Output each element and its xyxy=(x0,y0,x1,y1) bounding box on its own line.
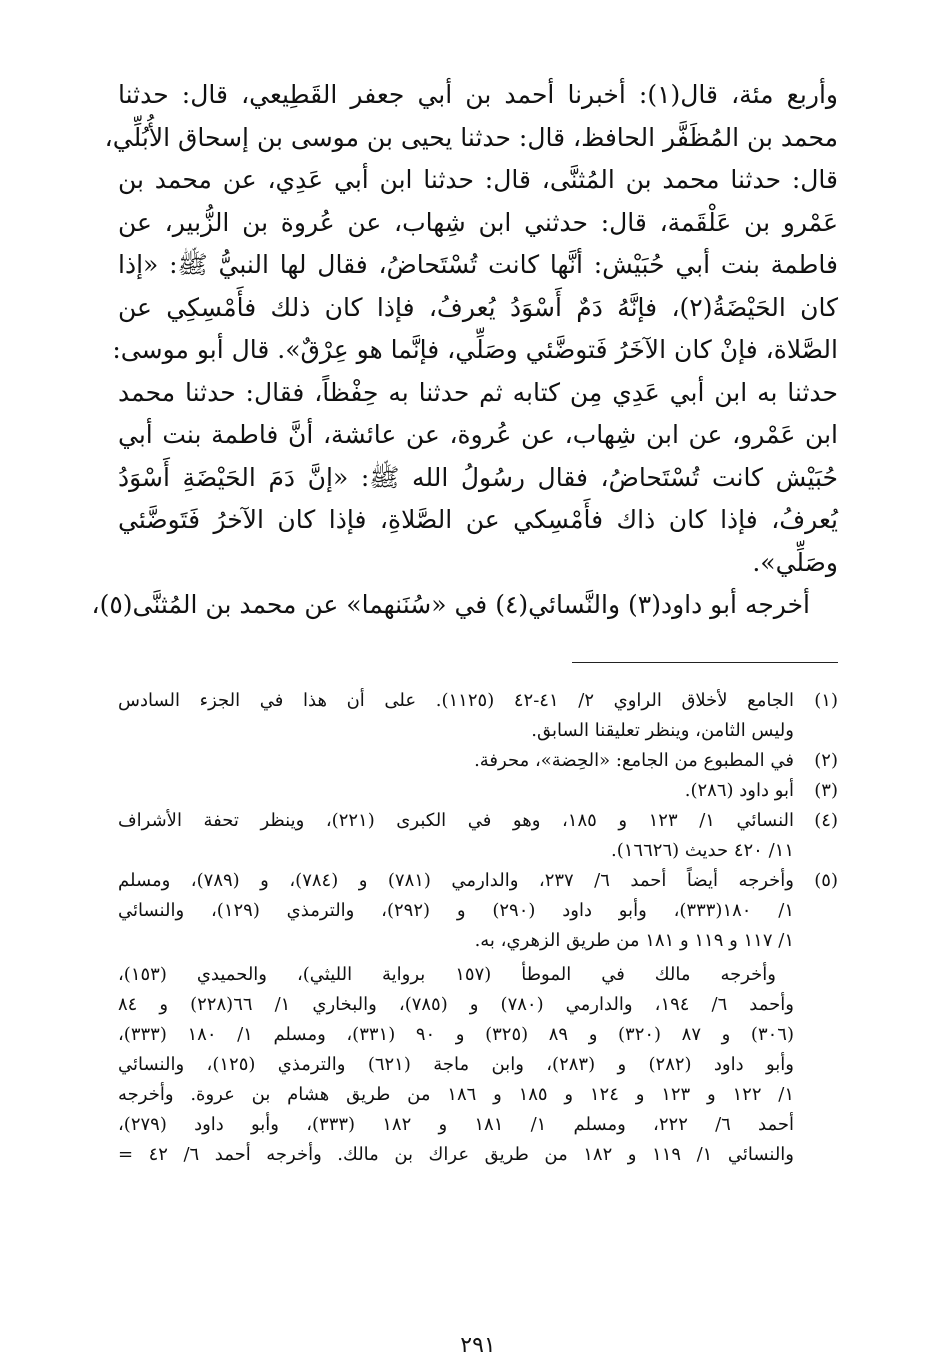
footnote-line: في المطبوع من الجامع: «الحِضة»، محرفة. xyxy=(474,750,794,771)
footnote-divider xyxy=(572,662,838,663)
page-number: ٢٩١ xyxy=(460,1333,496,1358)
footnote xyxy=(118,806,838,866)
main-text-line: حدثنا به ابن أبي عَدِي مِن كتابه ثم حدثنا به حِفْظاً، فقال: حدثنا محمد xyxy=(118,377,838,407)
footnote xyxy=(118,686,838,746)
footnote-body xyxy=(118,686,794,746)
footnote xyxy=(118,776,838,806)
footnote xyxy=(118,746,838,776)
main-text-line: الصَّلاة، فإنْ كان الآخَرُ فَتوضَّئي وصَلِّي، فإنَّما هو عِرْقٌ». قال أبو موسى: xyxy=(112,335,838,364)
main-text-line: عَمْرو بن عَلْقَمة، قال: حدثني ابن شِهاب، عن عُروة بن الزُّبير، عن xyxy=(118,207,838,237)
footnotes-block xyxy=(118,686,838,1170)
footnote-line: ١/ ١١٧ و ١١٩ و ١٨١ من طريق الزهري، به. xyxy=(474,930,794,951)
footnote-line: وليس الثامن، وينظر تعليقنا السابق. xyxy=(531,720,794,741)
footnote-body xyxy=(118,806,794,866)
footnote-line: أحمد ٦/ ٢٢٢، ومسلم ١/ ١٨١ و ١٨٢ (٣٣٣)، وأبو داود (٢٧٩)، xyxy=(118,1114,794,1135)
main-text-line: ابن عَمْرو، عن ابن شِهاب، عن عُروة، عن عائشة، أنَّ فاطمة بنت أبي xyxy=(118,420,838,449)
footnote-line: وأبو داود (٢٨٢) و (٢٨٣)، وابن ماجة (٦٢١) والترمذي (١٢٥)، والنسائي xyxy=(118,1054,794,1075)
footnote-line: ١١/ ٤٢٠ حديث (١٦٦٢٦). xyxy=(611,840,794,861)
main-text-line: فاطمة بنت أبي حُبَيْش: أنَّها كانت تُسْتَحاضُ، فقال لها النبيُّ ﷺ: «إذا xyxy=(118,250,838,279)
footnote-line: أبو داود (٢٨٦). xyxy=(684,780,794,801)
main-text-line: وصَلِّي». xyxy=(752,547,838,577)
footnote-number: (٢) xyxy=(814,750,838,771)
footnote-line: النسائي ١/ ١٢٣ و ١٨٥، وهو في الكبرى (٢٢١)، وينظر تحفة الأشراف xyxy=(118,810,795,831)
footnote-line: (٣٠٦) و ٨٧ (٣٢٠) و ٨٩ (٣٢٥) و ٩٠ (٣٣١)، ومسلم ١/ ١٨٠ (٣٣٣)، xyxy=(118,1024,794,1045)
footnote-body xyxy=(118,866,794,956)
footnote-line: وأحمد ٦/ ١٩٤، والدارمي (٧٨٠) و (٧٨٥)، والبخاري ١/ ٦٦(٢٢٨) و ٨٤ xyxy=(118,994,794,1015)
main-text-line: أخرجه أبو داود(٣) والنَّسائي(٤) في «سُنَنهما» عن محمد بن المُثنَّى(٥)، xyxy=(91,590,810,619)
footnote-number: (٣) xyxy=(814,780,838,801)
footnote-body xyxy=(118,746,794,776)
book-page xyxy=(91,74,838,1358)
footnote-line: ١/ ١٨٠(٣٣٣)، وأبو داود (٢٩٠) و (٢٩٢)، والترمذي (١٢٩)، والنسائي xyxy=(118,900,795,921)
footnote-line: وأخرجه أيضاً أحمد ٦/ ٢٣٧، والدارمي (٧٨١) و (٧٨٤)، و (٧٨٩)، ومسلم xyxy=(118,870,794,891)
footnote-number: (٥) xyxy=(814,870,838,891)
main-text-line: محمد بن المُظَفَّر الحافظ، قال: حدثنا يحيى بن موسى بن إسحاق الأُبُلِّي، xyxy=(104,122,838,152)
footnote-line: والنسائي ١/ ١١٩ و ١٨٢ من طريق عراك بن مالك. وأخرجه أحمد ٦/ ٤٢ = xyxy=(118,1144,794,1165)
footnote-line: ١/ ١٢٢ و ١٢٣ و ١٢٤ و ١٨٥ و ١٨٦ من طريق هشام بن عروة. وأخرجه xyxy=(118,1084,795,1105)
main-text-line: كان الحَيْضَةُ(٢)، فإنَّهُ دَمٌ أَسْوَدُ يُعرفُ، فإذا كان ذلك فأَمْسِكِي عن xyxy=(118,292,838,322)
main-text-line: يُعرفُ، فإذا كان ذاك فأَمْسِكي عن الصَّلاةِ، فإذا كان الآخرُ فَتَوضَّئي xyxy=(118,505,838,534)
main-text-block xyxy=(91,74,838,627)
main-text-line: حُبَيْش كانت تُسْتَحاضُ، فقال رسُولُ الله ﷺ: «إنَّ دَمَ الحَيْضَةِ أَسْوَدُ xyxy=(118,462,838,492)
footnote xyxy=(118,866,838,956)
footnote-continuation xyxy=(118,960,838,1170)
footnote-line: الجامع لأخلاق الراوي ٢/ ٤١-٤٢ (١١٢٥). على أن هذا في الجزء السادس xyxy=(118,690,794,711)
footnote-body xyxy=(118,776,794,806)
footnote-line: وأخرجه مالك في الموطأ (١٥٧ برواية الليثي)، والحميدي (١٥٣)، xyxy=(118,964,776,985)
main-text-line: قال: حدثنا محمد بن المُثنَّى، قال: حدثنا ابن أبي عَدِي، عن محمد بن xyxy=(118,165,838,194)
main-text-line: وأربع مئة، قال(١): أخبرنا أحمد بن أبي جعفر القَطِيعي، قال: حدثنا xyxy=(118,80,838,109)
footnote-number: (١) xyxy=(814,690,838,711)
footnote-number: (٤) xyxy=(814,810,838,831)
